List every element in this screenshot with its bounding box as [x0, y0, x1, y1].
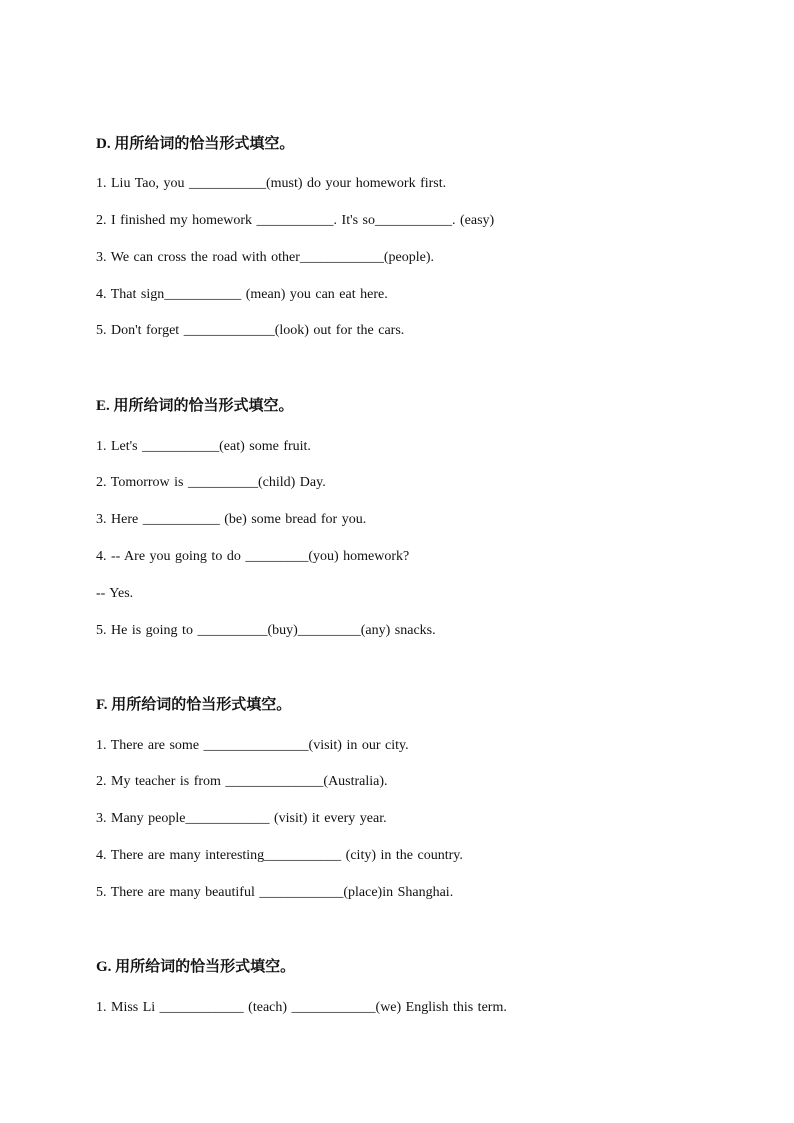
section-d-item-3: 3. We can cross the road with other____________(people).: [96, 250, 435, 265]
section-e-item-1: 1. Let's ___________(eat) some fruit.: [96, 439, 311, 454]
section-e-item-5: 5. He is going to __________(buy)_________(any) snacks.: [96, 623, 436, 638]
section-f-item-2: 2. My teacher is from ______________(Australia).: [96, 774, 388, 789]
section-e-item-4-answer: -- Yes.: [96, 586, 134, 601]
section-g-item-1: 1. Miss Li ____________ (teach) ____________(we) English this term.: [96, 1000, 507, 1015]
section-d-item-1: 1. Liu Tao, you ___________(must) do your homework first.: [96, 176, 447, 191]
section-f-title: F. 用所给词的恰当形式填空。: [96, 697, 292, 713]
section-f-item-1: 1. There are some _______________(visit) in our city.: [96, 738, 409, 753]
section-d-title: D. 用所给词的恰当形式填空。: [96, 136, 295, 152]
section-f-item-4: 4. There are many interesting___________ (city) in the country.: [96, 848, 463, 863]
section-f-item-5: 5. There are many beautiful ____________(place)in Shanghai.: [96, 885, 454, 900]
section-d-item-5: 5. Don't forget _____________(look) out for the cars.: [96, 323, 405, 338]
section-d-item-4: 4. That sign___________ (mean) you can eat here.: [96, 287, 388, 302]
section-f-item-3: 3. Many people____________ (visit) it every year.: [96, 811, 387, 826]
section-g-title: G. 用所给词的恰当形式填空。: [96, 959, 296, 975]
section-e-item-3: 3. Here ___________ (be) some bread for you.: [96, 512, 367, 527]
section-e-item-4-question: 4. -- Are you going to do _________(you) homework?: [96, 549, 410, 564]
section-e-item-2: 2. Tomorrow is __________(child) Day.: [96, 475, 326, 490]
section-e-title: E. 用所给词的恰当形式填空。: [96, 398, 294, 414]
section-d-item-2: 2. I finished my homework ___________. It's so___________. (easy): [96, 213, 495, 228]
